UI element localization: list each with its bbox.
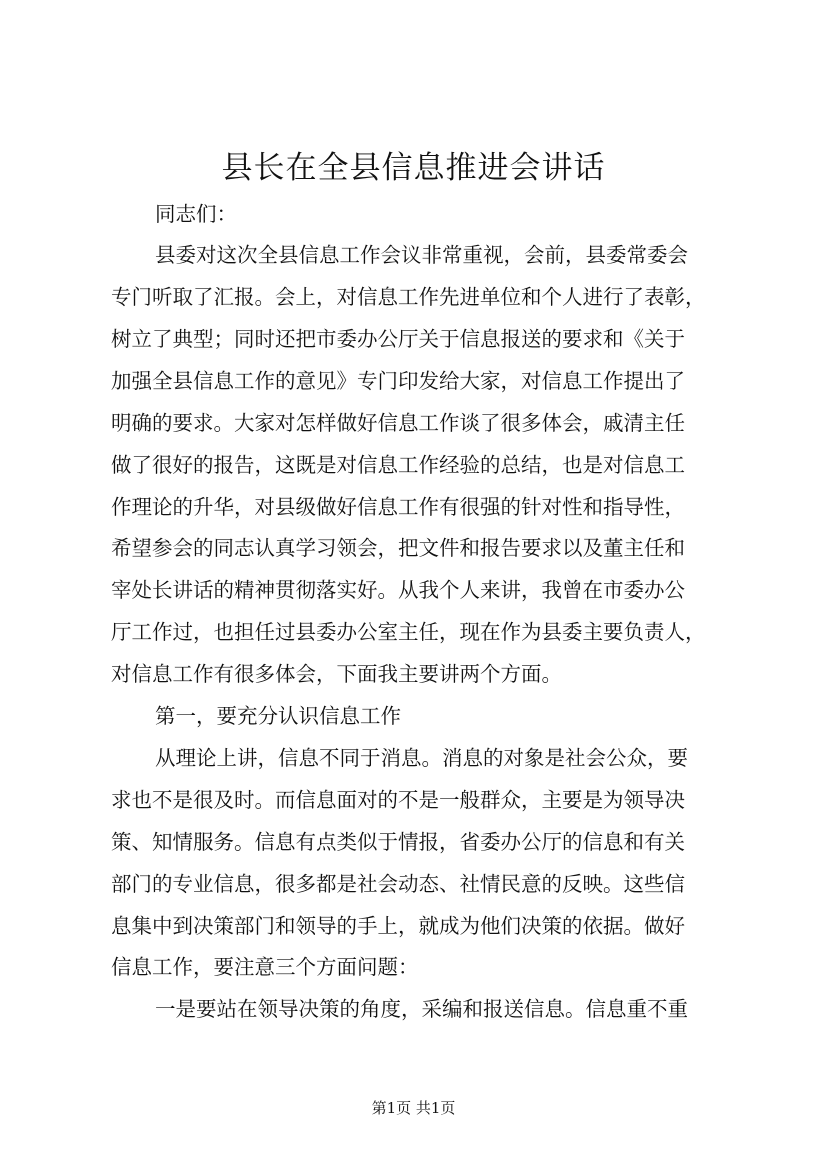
text-line: 一是要站在领导决策的角度，采编和报送信息。信息重不重 xyxy=(155,997,688,1021)
text-line: 作理论的升华，对县级做好信息工作有很强的针对性和指导性， xyxy=(111,495,685,519)
text-line: 明确的要求。大家对怎样做好信息工作谈了很多体会，戚清主任 xyxy=(111,411,685,435)
text-line: 求也不是很及时。而信息面对的不是一般群众，主要是为领导决 xyxy=(111,788,685,812)
text-line: 信息工作，要注意三个方面问题： xyxy=(111,955,419,979)
text-line: 宰处长讲话的精神贯彻落实好。从我个人来讲，我曾在市委办公 xyxy=(111,578,685,602)
text-line: 做了很好的报告，这既是对信息工作经验的总结，也是对信息工 xyxy=(111,453,685,477)
text-line: 策、知情服务。信息有点类似于情报，省委办公厅的信息和有关 xyxy=(111,830,685,854)
text-line: 对信息工作有很多体会，下面我主要讲两个方面。 xyxy=(111,662,562,686)
text-line: 加强全县信息工作的意见》专门印发给大家，对信息工作提出了 xyxy=(111,369,685,393)
page-title: 县长在全县信息推进会讲话 xyxy=(221,150,606,186)
text-line: 息集中到决策部门和领导的手上，就成为他们决策的依据。做好 xyxy=(111,914,685,938)
page-footer: 第1页 共1页 xyxy=(371,1099,456,1117)
text-line: 县委对这次全县信息工作会议非常重视，会前，县委常委会 xyxy=(155,243,688,267)
text-line: 同志们： xyxy=(155,202,237,226)
text-line: 部门的专业信息，很多都是社会动态、社情民意的反映。这些信 xyxy=(111,872,685,896)
text-line: 厅工作过，也担任过县委办公室主任，现在作为县委主要负责人， xyxy=(111,620,706,644)
text-line: 从理论上讲，信息不同于消息。消息的对象是社会公众，要 xyxy=(155,746,688,770)
text-line: 希望参会的同志认真学习领会，把文件和报告要求以及董主任和 xyxy=(111,536,685,560)
text-line: 专门听取了汇报。会上，对信息工作先进单位和个人进行了表彰， xyxy=(111,285,706,309)
section-heading: 第一，要充分认识信息工作 xyxy=(155,704,401,728)
text-line: 树立了典型；同时还把市委办公厅关于信息报送的要求和《关于 xyxy=(111,327,685,351)
